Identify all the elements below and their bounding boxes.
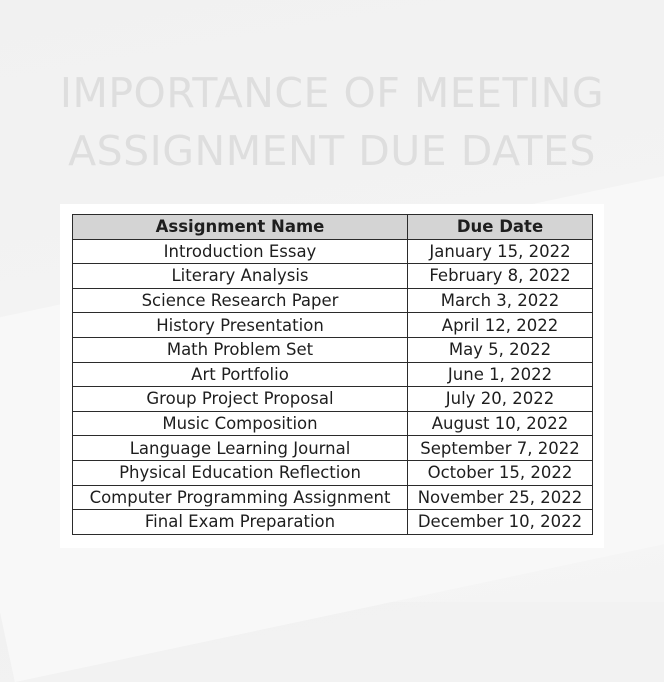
assignment-name-cell[interactable]: Science Research Paper	[73, 288, 408, 313]
assignment-name-cell[interactable]: Computer Programming Assignment	[73, 485, 408, 510]
table-row	[73, 288, 593, 313]
assignment-name-cell[interactable]: Group Project Proposal	[73, 387, 408, 412]
due-date-cell[interactable]: December 10, 2022	[408, 510, 593, 535]
due-date-cell[interactable]: March 3, 2022	[408, 288, 593, 313]
assignment-name-cell[interactable]: Literary Analysis	[73, 264, 408, 289]
table-row	[73, 436, 593, 461]
due-date-cell[interactable]: April 12, 2022	[408, 313, 593, 338]
assignment-name-cell[interactable]: Math Problem Set	[73, 337, 408, 362]
due-date-cell[interactable]: June 1, 2022	[408, 362, 593, 387]
due-date-cell[interactable]: July 20, 2022	[408, 387, 593, 412]
assignment-name-cell[interactable]: Music Composition	[73, 411, 408, 436]
table-row	[73, 411, 593, 436]
table-row	[73, 313, 593, 338]
due-date-cell[interactable]: October 15, 2022	[408, 460, 593, 485]
due-date-cell[interactable]: August 10, 2022	[408, 411, 593, 436]
due-date-cell[interactable]: September 7, 2022	[408, 436, 593, 461]
page-title	[0, 64, 664, 180]
assignment-name-cell[interactable]: Final Exam Preparation	[73, 510, 408, 535]
assignments-table	[72, 214, 593, 535]
page-title-line-1: IMPORTANCE OF MEETING	[59, 69, 605, 117]
due-date-cell[interactable]: November 25, 2022	[408, 485, 593, 510]
spreadsheet-card	[60, 204, 604, 548]
header-row	[73, 215, 593, 240]
table-row	[73, 460, 593, 485]
assignment-name-cell[interactable]: Introduction Essay	[73, 239, 408, 264]
assignment-name-cell[interactable]: Physical Education Reflection	[73, 460, 408, 485]
due-date-cell[interactable]: January 15, 2022	[408, 239, 593, 264]
assignment-name-cell[interactable]: Language Learning Journal	[73, 436, 408, 461]
assignment-name-cell[interactable]: History Presentation	[73, 313, 408, 338]
column-header-assignment-name[interactable]: Assignment Name	[73, 215, 408, 240]
table-row	[73, 264, 593, 289]
table-row	[73, 510, 593, 535]
page-title-line-2: ASSIGNMENT DUE DATES	[68, 127, 596, 175]
table-row	[73, 337, 593, 362]
table-row	[73, 362, 593, 387]
column-header-due-date[interactable]: Due Date	[408, 215, 593, 240]
due-date-cell[interactable]: May 5, 2022	[408, 337, 593, 362]
table-row	[73, 387, 593, 412]
table-row	[73, 239, 593, 264]
table-row	[73, 485, 593, 510]
assignment-name-cell[interactable]: Art Portfolio	[73, 362, 408, 387]
due-date-cell[interactable]: February 8, 2022	[408, 264, 593, 289]
